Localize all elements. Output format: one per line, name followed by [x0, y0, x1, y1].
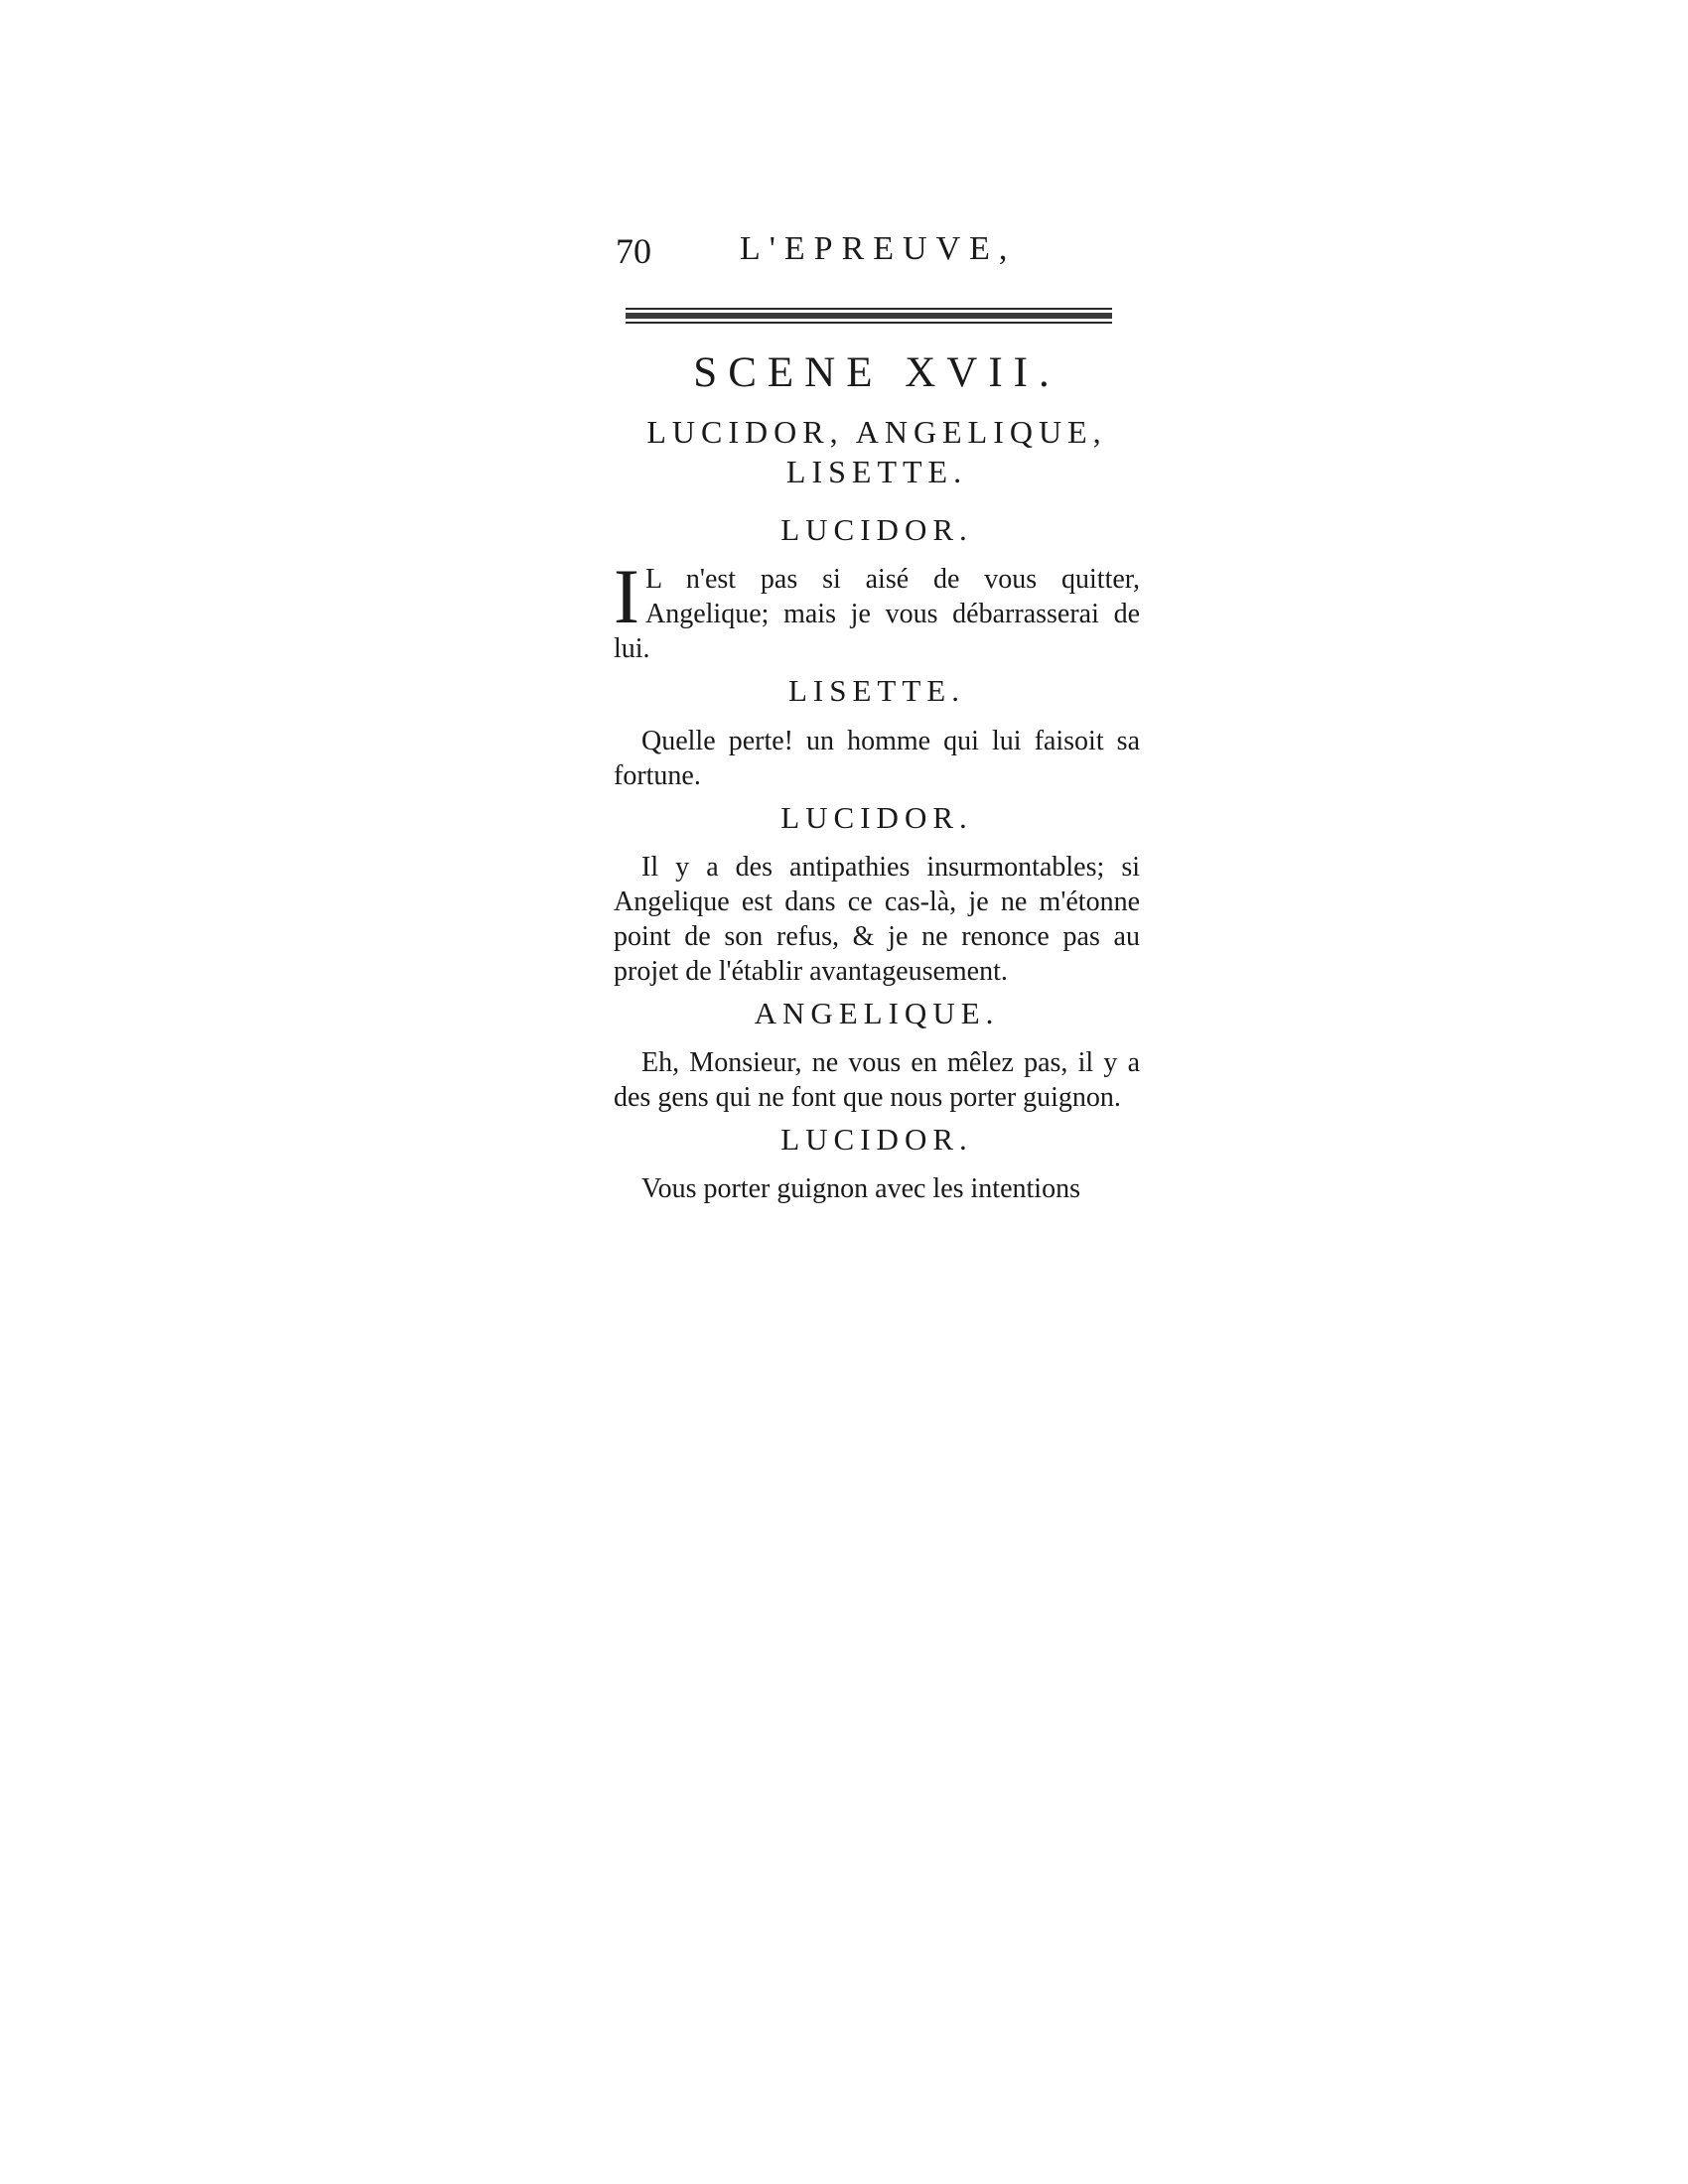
speech-text: Il y a des antipathies insurmontables; si Angelique est dans ce cas-là, je ne m'étonne point de son refus, & je ne renonce pas au projet de l'établir avantageusement.	[614, 851, 1140, 987]
characters-line: LUCIDOR, ANGELIQUE,	[646, 414, 1107, 451]
page-content	[614, 349, 1140, 1208]
running-title: L'EPREUVE,	[740, 230, 1017, 267]
speaker-name: ANGELIQUE.	[754, 995, 1000, 1030]
speech-text: Vous porter guignon avec les intentions	[641, 1173, 1080, 1205]
characters-list	[614, 412, 1140, 491]
page-header	[616, 230, 1112, 290]
drop-cap: I	[614, 553, 639, 640]
speech-body: L n'est pas si aisé de vous quitter, Angelique; mais je vous débarrasserai de lui.	[614, 564, 1140, 665]
speech-text: Eh, Monsieur, ne vous en mêlez pas, il y a des gens qui ne font que nous porter guignon.	[614, 1047, 1140, 1114]
speaker-name: LUCIDOR.	[780, 1122, 973, 1158]
characters-line: LISETTE.	[785, 454, 968, 490]
speaker-name: LISETTE.	[788, 673, 965, 709]
header-rule	[626, 308, 1112, 326]
speaker-name: LUCIDOR.	[780, 799, 973, 835]
scene-title: SCENE XVII.	[693, 349, 1060, 396]
page-number: 70	[616, 231, 651, 271]
speech-text: Quelle perte! un homme qui lui faisoit sa fortune.	[614, 725, 1140, 791]
speech-text	[614, 553, 1140, 666]
speaker-name: LUCIDOR.	[780, 512, 973, 548]
